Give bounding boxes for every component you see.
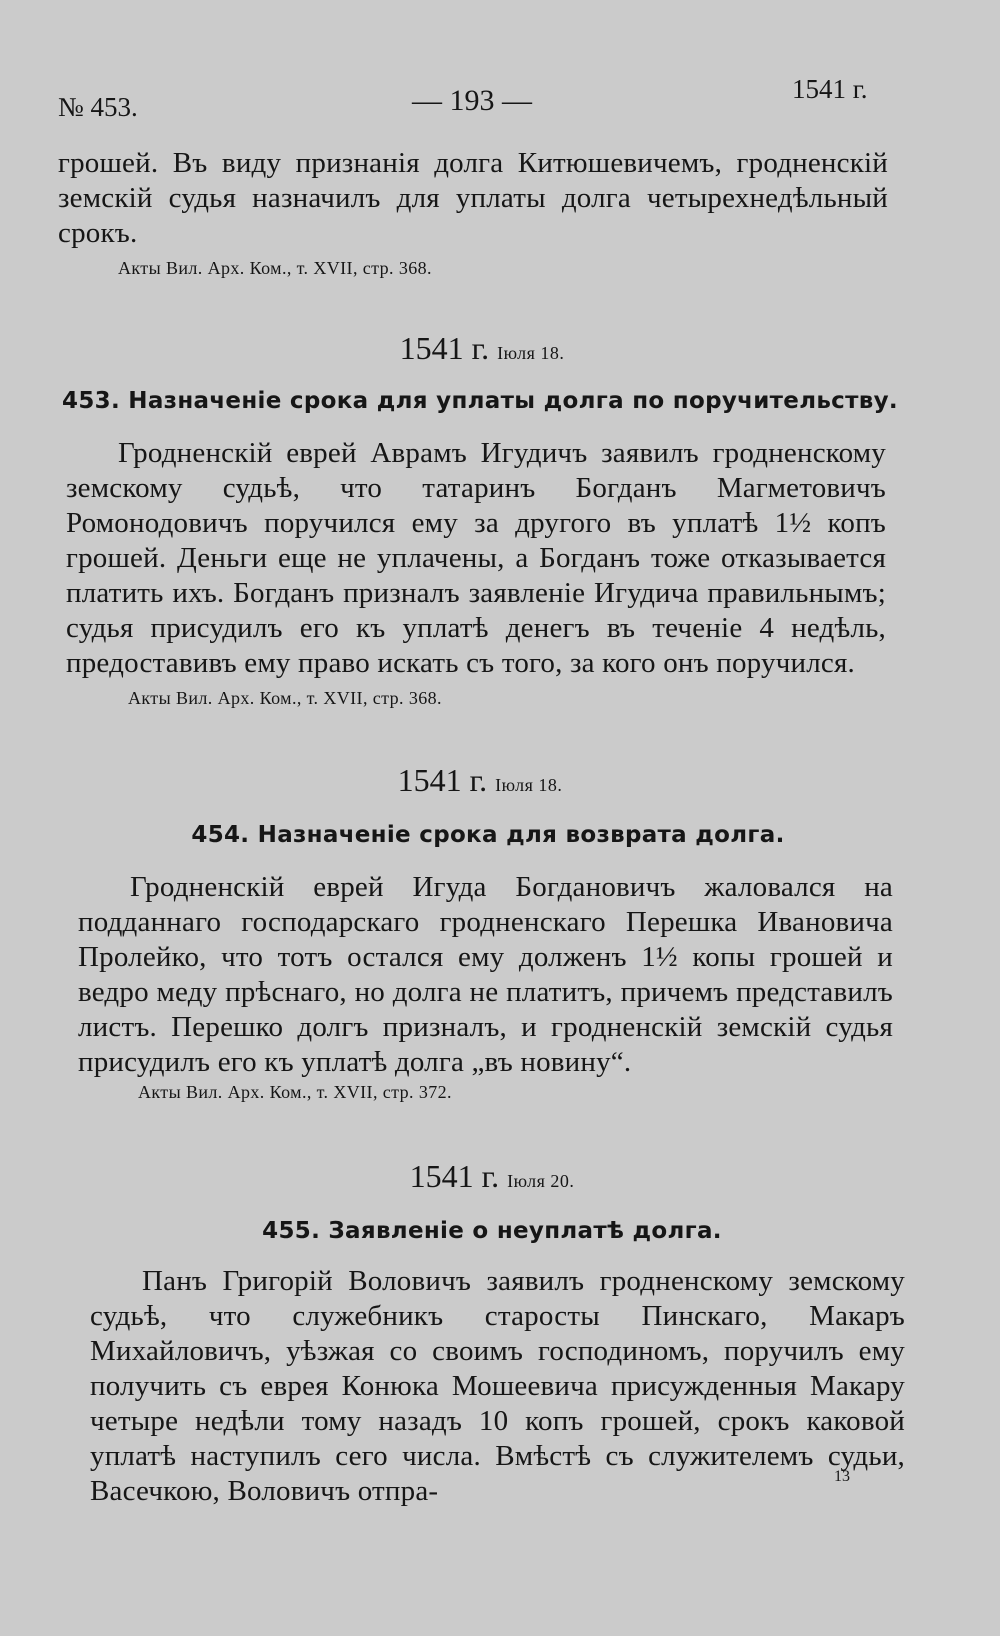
intro-source: Акты Вил. Арх. Ком., т. XVII, стр. 368. <box>118 258 432 278</box>
entry-454-body <box>78 870 893 1080</box>
entry-455-title: 455. Заявленіе о неуплатѣ долга. <box>262 1218 722 1244</box>
entry-454-year: 1541 г. <box>397 762 488 798</box>
entry-453-year: 1541 г. <box>399 330 490 366</box>
entry-454-text: Гродненскій еврей Игуда Богдановичъ жаловался на подданнаго господарскаго гродненскаго Перешка Ивановича Пролейко, что тотъ остался ему долженъ 1½ копы грошей и ведро меду прѣснаго, но долга не платитъ, причемъ представилъ листъ. Перешко долгъ призналъ, и гродненскій земскій судья присудилъ его къ уплатѣ долга „въ новину“. <box>78 871 893 1078</box>
entry-455-body <box>90 1264 905 1509</box>
intro-paragraph <box>58 146 888 251</box>
header-year: 1541 г. <box>792 74 868 104</box>
entry-453-body <box>66 436 886 681</box>
header-page-number: — 193 — <box>412 84 532 117</box>
entry-453-title: 453. Назначеніе срока для уплаты долга по поручительству. <box>62 388 898 414</box>
entry-453-text: Гродненскій еврей Аврамъ Игудичъ заявилъ гродненскому земскому судьѣ, что татаринъ Богданъ Магметовичъ Ромонодовичъ поручился ему за другого въ уплатѣ 1½ копъ грошей. Деньги еще не уплачены, а Богданъ тоже отказывается платить ихъ. Богданъ призналъ заявленіе Игудича правильнымъ; судья присудилъ его къ уплатѣ денегъ въ теченіе 4 недѣль, предоставивъ ему право искать съ того, за кого онъ поручился. <box>66 437 886 679</box>
entry-455-year: 1541 г. <box>409 1158 500 1194</box>
entry-453-date <box>0 330 982 367</box>
entry-455-date <box>0 1158 992 1195</box>
entry-454-title: 454. Назначеніе срока для возврата долга. <box>191 822 785 848</box>
intro-text: грошей. Въ виду признанія долга Китюшевичемъ, гродненскій земскій судья назначилъ для уплаты долга четырехнедѣльный срокъ. <box>58 147 888 249</box>
entry-454-day: Іюля 18. <box>495 775 563 795</box>
entry-455-text: Панъ Григорій Воловичъ заявилъ гродненскому земскому судьѣ, что служебникъ старосты Пинскаго, Макаръ Михайловичъ, уѣзжая со своимъ господиномъ, поручилъ ему получить съ еврея Конюка Мошеевича присужденныя Макару четыре недѣли тому назадъ 10 копъ грошей, срокъ каковой уплатѣ наступилъ сего числа. Вмѣстѣ съ служителемъ судьи, Васечкою, Воловичъ отпра- <box>90 1265 905 1507</box>
entry-454-source: Акты Вил. Арх. Ком., т. XVII, стр. 372. <box>138 1082 452 1102</box>
signature-mark: 13 <box>834 1468 850 1485</box>
header-entry-number: № 453. <box>58 92 138 122</box>
entry-454-date <box>0 762 980 799</box>
entry-453-day: Іюля 18. <box>497 343 565 363</box>
entry-455-day: Іюля 20. <box>507 1171 575 1191</box>
entry-453-source: Акты Вил. Арх. Ком., т. XVII, стр. 368. <box>128 688 442 708</box>
